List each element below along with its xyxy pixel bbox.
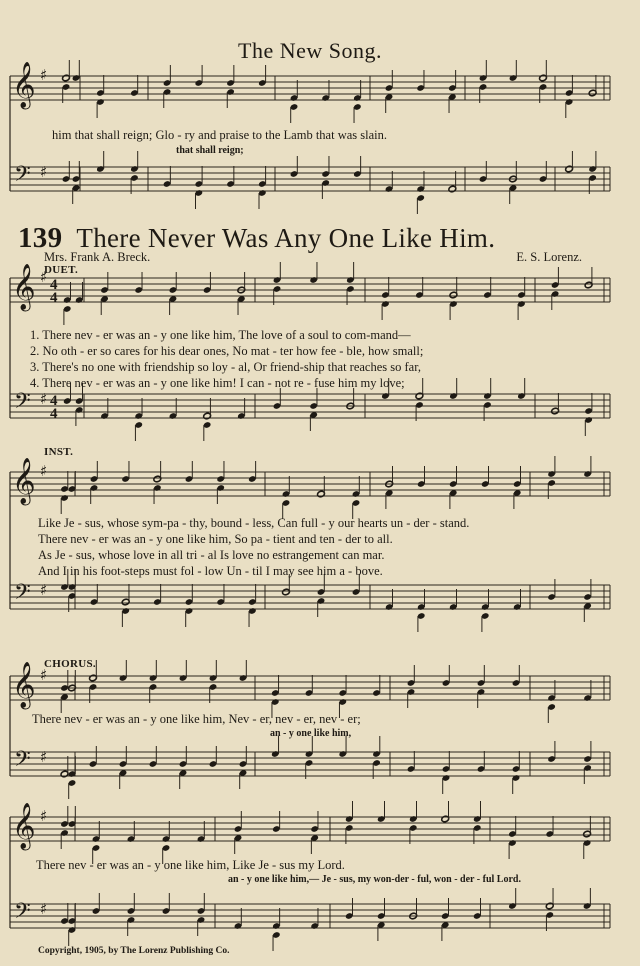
top-hymn-small-lyric: that shall reign; <box>176 145 244 156</box>
staff <box>10 151 610 214</box>
treble-clef-icon: 𝄞 <box>12 264 36 310</box>
sharp-icon: ♯ <box>40 390 48 408</box>
chorus-echo-2: an - y one like him,— Je - sus, my won-der - ful, won - der - ful Lord. <box>228 874 521 885</box>
copyright-notice: Copyright, 1905, by The Lorenz Publishing Co. <box>38 946 230 956</box>
sharp-icon: ♯ <box>40 66 48 84</box>
staff <box>10 456 610 519</box>
bass-clef-icon: 𝄢 <box>14 899 31 929</box>
verse-1-line-a: 1. There nev - er was an - y one like him, The love of a soul to com-mand— <box>30 328 411 342</box>
bass-clef-icon: 𝄢 <box>14 580 31 610</box>
verse-3-line-a: 3. There's no one with friendship so loy - al, Or friend-ship that reaches so far, <box>30 360 421 374</box>
chorus-lyric-2: There nev - er was an - y one like him, Like Je - sus my Lord. <box>36 858 345 872</box>
treble-clef-icon: 𝄞 <box>12 803 36 849</box>
sharp-icon: ♯ <box>40 807 48 825</box>
treble-clef-icon: 𝄞 <box>12 662 36 708</box>
bass-clef-icon: 𝄢 <box>14 162 31 192</box>
verse-4-line-b: And I in his foot-steps must fol - low Un - til I may see him a - bove. <box>38 564 383 578</box>
treble-clef-icon: 𝄞 <box>12 458 36 504</box>
time-signature-top: 4 <box>50 393 58 409</box>
sharp-icon: ♯ <box>40 581 48 599</box>
verse-3-line-b: As Je - sus, whose love in all tri - al Is love no estrangement can mar. <box>38 548 385 562</box>
sharp-icon: ♯ <box>40 462 48 480</box>
sharp-icon: ♯ <box>40 900 48 918</box>
inst-label: INST. <box>44 446 74 458</box>
chorus-label: CHORUS. <box>44 658 96 670</box>
staff <box>10 801 610 864</box>
sharp-icon: ♯ <box>40 163 48 181</box>
bass-clef-icon: 𝄢 <box>14 747 31 777</box>
treble-clef-icon: 𝄞 <box>12 62 36 108</box>
staff <box>10 888 610 951</box>
sharp-icon: ♯ <box>40 748 48 766</box>
top-hymn-title: The New Song. <box>238 38 382 63</box>
sharp-icon: ♯ <box>40 268 48 286</box>
verse-2-line-b: There nev - er was an - y one like him, So pa - tient and ten - der to all. <box>38 532 393 546</box>
top-hymn-lyric: him that shall reign; Glo - ry and praise to the Lamb that was slain. <box>52 128 387 142</box>
staff <box>10 262 610 325</box>
verse-1-line-b: Like Je - sus, whose sym-pa - thy, bound - less, Can full - y our hearts un - der - stand. <box>38 516 470 530</box>
time-signature-top: 4 <box>50 277 58 293</box>
bass-clef-icon: 𝄢 <box>14 389 31 419</box>
duet-label: DUET. <box>44 264 78 276</box>
lyricist-credit: Mrs. Frank A. Breck. <box>44 250 151 264</box>
hymn-title: There Never Was Any One Like Him. <box>76 223 496 253</box>
chorus-lyric-1: There nev - er was an - y one like him, Nev - er, nev - er, nev - er; <box>32 712 361 726</box>
chorus-echo-1: an - y one like him, <box>270 728 352 739</box>
time-signature-bottom: 4 <box>50 406 58 422</box>
composer-credit: E. S. Lorenz. <box>516 250 582 264</box>
hymn-number: 139 <box>18 222 63 254</box>
time-signature-bottom: 4 <box>50 290 58 306</box>
staff <box>10 60 610 123</box>
verse-2-line-a: 2. No oth - er so cares for his dear ones, No mat - ter how fee - ble, how small; <box>30 344 424 358</box>
verse-4-line-a: 4. There nev - er was an - y one like him! I can - not re - fuse him my love; <box>30 376 405 390</box>
sharp-icon: ♯ <box>40 666 48 684</box>
staff <box>10 736 610 799</box>
